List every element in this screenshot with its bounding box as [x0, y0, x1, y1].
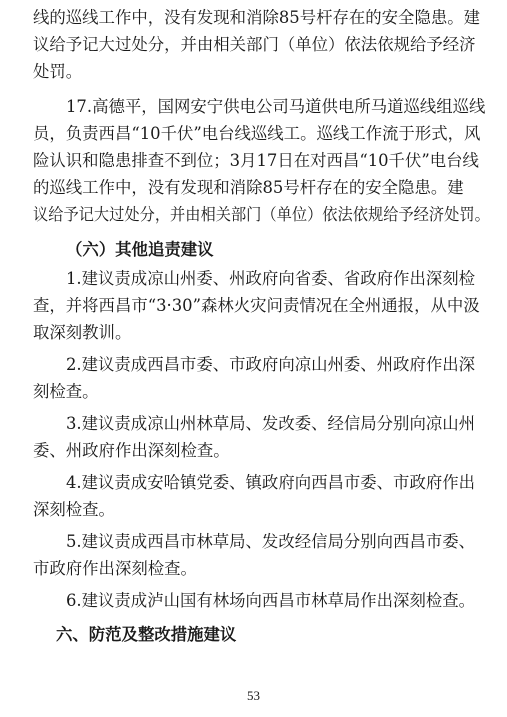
- recommendation-2: 2.建议责成西昌市委、市政府向凉山州委、州政府作出深: [66, 355, 476, 374]
- text-line: 深刻检查。: [33, 500, 115, 519]
- recommendation-5: 5.建议责成西昌市林草局、发改经信局分别向西昌市委、: [66, 532, 476, 551]
- section-heading-prevention-measures: 六、防范及整改措施建议: [56, 625, 237, 644]
- recommendation-3: 3.建议责成凉山州林草局、发改委、经信局分别向凉山州: [66, 414, 476, 433]
- text-line: 市政府作出深刻检查。: [33, 559, 197, 578]
- section-heading-other-accountability: （六）其他追责建议: [66, 240, 214, 259]
- text-line: 刻检查。: [33, 382, 99, 401]
- text-line: 议给予记大过处分，并由相关部门（单位）依法依规给予经济: [33, 35, 476, 54]
- paragraph-17-start: 17.高德平，国网安宁供电公司马道供电所马道巡线组巡线: [66, 97, 486, 116]
- recommendation-1: 1.建议责成凉山州委、州政府向省委、省政府作出深刻检: [66, 269, 476, 288]
- text-line: 取深刻教训。: [33, 323, 132, 342]
- text-line: 险认识和隐患排查不到位；3月17日在对西昌“10千伏”电台线: [33, 151, 479, 170]
- text-line: 议给予记大过处分，并由相关部门（单位）依法依规给予经济处罚。: [33, 205, 490, 224]
- text-line: 处罚。: [33, 62, 83, 81]
- text-line: 线的巡线工作中，没有发现和消除85号杆存在的安全隐患。建: [33, 8, 481, 27]
- text-line: 的巡线工作中，没有发现和消除85号杆存在的安全隐患。建: [33, 178, 464, 197]
- recommendation-4: 4.建议责成安哈镇党委、镇政府向西昌市委、市政府作出: [66, 473, 476, 492]
- page-number: 53: [247, 688, 260, 703]
- text-line: 查，并将西昌市“3·30”森林火灾问责情况在全州通报，从中汲: [33, 296, 480, 315]
- text-line: 员，负责西昌“10千伏”电台线巡线工。巡线工作流于形式，风: [33, 124, 481, 143]
- text-line: 委、州政府作出深刻检查。: [33, 441, 230, 460]
- recommendation-6: 6.建议责成泸山国有林场向西昌市林草局作出深刻检查。: [66, 591, 476, 610]
